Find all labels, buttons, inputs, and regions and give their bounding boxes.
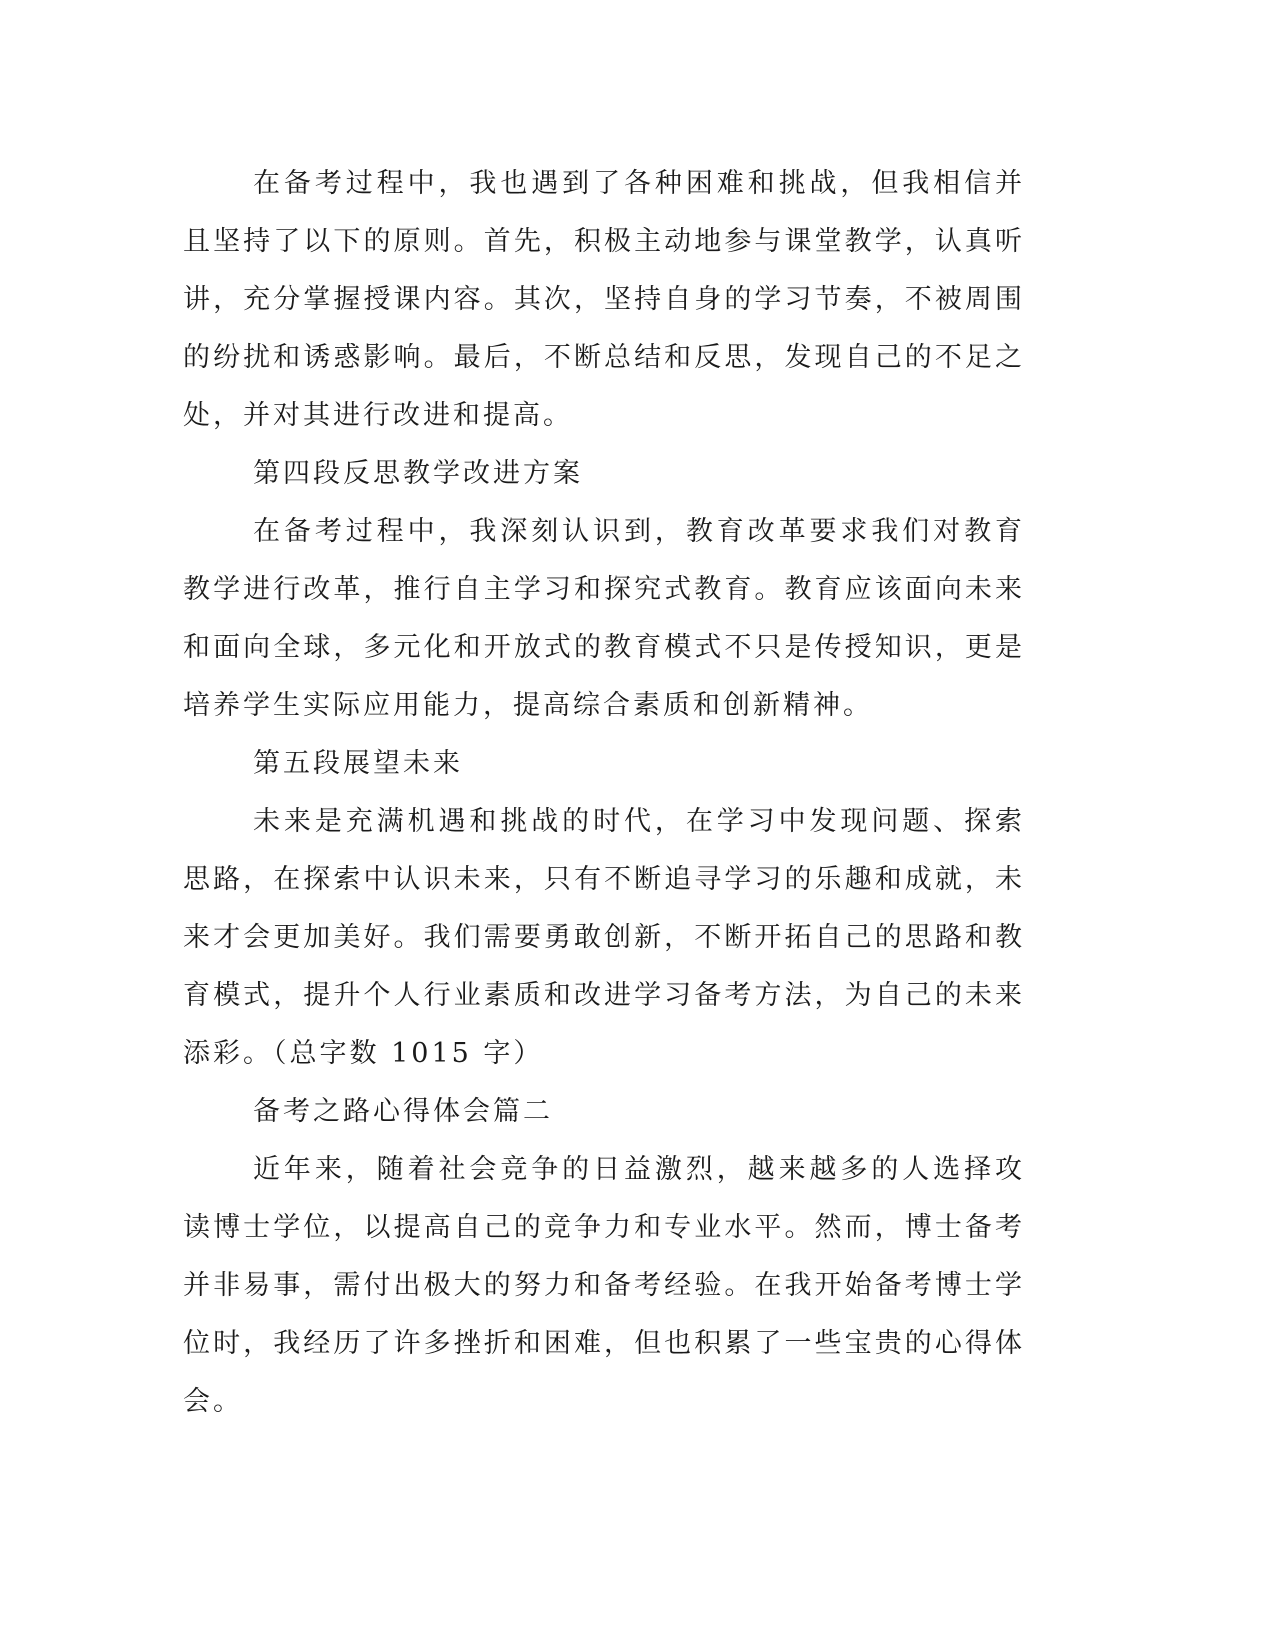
paragraph-phd: 近年来，随着社会竞争的日益激烈，越来越多的人选择攻读博士学位，以提高自己的竞争力和专业水平。然而，博士备考并非易事，需付出极大的努力和备考经验。在我开始备考博士学位时，我经历了许多挫折和困难，但也积累了一些宝贵的心得体会。 — [183, 1154, 1025, 1417]
section-heading-five: 第五段展望未来 — [253, 748, 463, 779]
document-body — [183, 155, 1025, 1431]
paragraph-future: 未来是充满机遇和挑战的时代，在学习中发现问题、探索思路，在探索中认识未来，只有不断追寻学习的乐趣和成就，未来才会更加美好。我们需要勇敢创新，不断开拓自己的思路和教育模式，提升个人行业素质和改进学习备考方法，为自己的未来添彩。（总字数 1015 字） — [183, 806, 1025, 1069]
section-heading-four: 第四段反思教学改进方案 — [253, 458, 583, 489]
paragraph-principles: 在备考过程中，我也遇到了各种困难和挑战，但我相信并且坚持了以下的原则。首先，积极主动地参与课堂教学，认真听讲，充分掌握授课内容。其次，坚持自身的学习节奏，不被周围的纷扰和诱惑影响。最后，不断总结和反思，发现自己的不足之处，并对其进行改进和提高。 — [183, 168, 1025, 431]
paragraph-reform: 在备考过程中，我深刻认识到，教育改革要求我们对教育教学进行改革，推行自主学习和探究式教育。教育应该面向未来和面向全球，多元化和开放式的教育模式不只是传授知识，更是培养学生实际应用能力，提高综合素质和创新精神。 — [183, 516, 1025, 721]
article-heading-two: 备考之路心得体会篇二 — [253, 1096, 553, 1127]
